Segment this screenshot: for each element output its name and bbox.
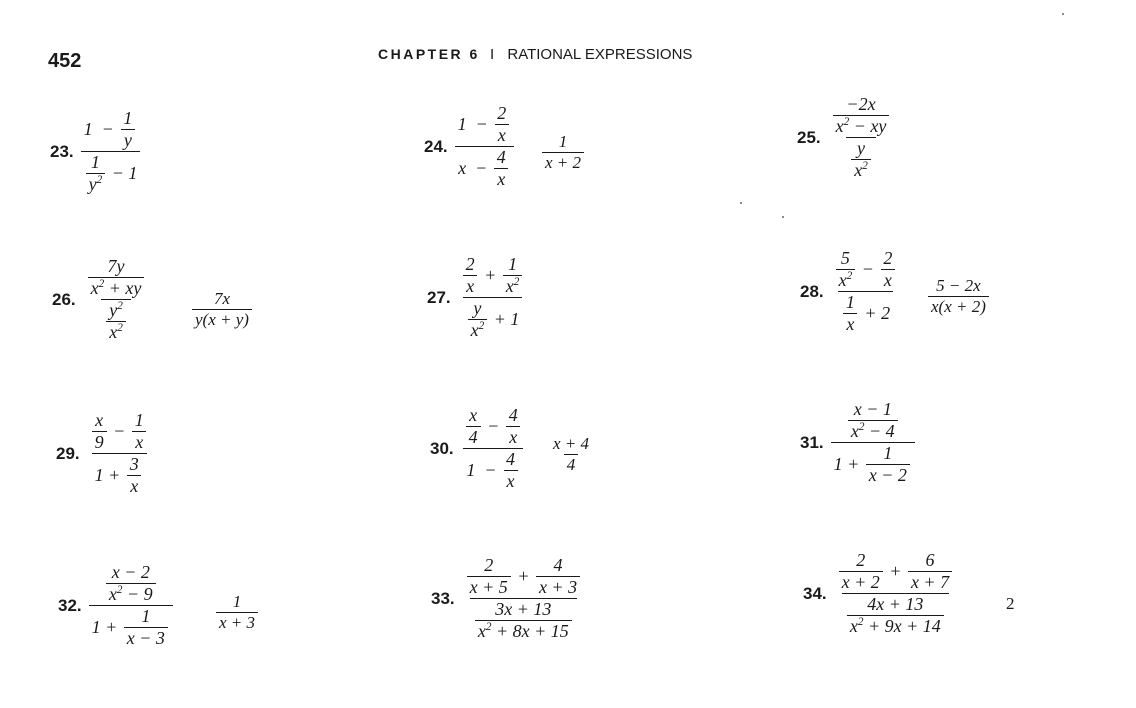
- answer-30: $\frac{x + 4}{4}$: [553, 434, 590, 474]
- complex-fraction: $\frac{x - 2}{x^2 - 9}$ 1 + $\frac{1}{x - 3}$: [89, 562, 173, 649]
- problem-24: [424, 103, 516, 190]
- problem-number: 26.: [52, 289, 76, 309]
- problem-27: [427, 254, 529, 341]
- scan-speck: [782, 216, 784, 218]
- problem-33: [431, 555, 587, 642]
- problem-number: 31.: [800, 432, 824, 452]
- scan-speck: [1062, 13, 1064, 15]
- problem-26: [52, 256, 151, 343]
- complex-fraction: $\frac{2}{x + 2}$ + $\frac{6}{x + 7}$ $\frac{4x + 13}{x^2 + 9x + 14}$: [834, 550, 957, 637]
- problem-30: [430, 405, 528, 492]
- header-separator: I: [490, 46, 495, 63]
- answer-26: $\frac{7x}{y(x + y)}$: [190, 289, 254, 330]
- problem-34: [803, 550, 959, 637]
- complex-fraction: $\frac{\frac{-2x}{x^2 - xy}}{\frac{y}{x^2}}$: [828, 94, 895, 181]
- page-number: 452: [48, 50, 82, 72]
- problem-number: 33.: [431, 588, 455, 608]
- scan-speck: [740, 202, 742, 204]
- complex-fraction: 1 − $\frac{2}{x}$ x − $\frac{4}{x}$: [455, 103, 515, 190]
- answer-34: 2: [1006, 594, 1015, 613]
- complex-fraction: $\frac{5}{x^2}$ − $\frac{2}{x}$ $\frac{1}{x}$ + 2: [831, 248, 901, 335]
- section-title: RATIONAL EXPRESSIONS: [507, 46, 693, 63]
- answer-32: $\frac{1}{x + 3}$: [214, 592, 260, 633]
- problem-25: [797, 94, 896, 181]
- problem-number: 27.: [427, 287, 451, 307]
- problem-number: 23.: [50, 141, 74, 161]
- problem-32: [58, 562, 175, 649]
- problem-29: [56, 410, 154, 497]
- running-header: [378, 46, 692, 63]
- problem-number: 25.: [797, 127, 821, 147]
- problem-23: [50, 108, 142, 195]
- problem-number: 34.: [803, 583, 827, 603]
- problem-number: 29.: [56, 443, 80, 463]
- problem-31: [800, 399, 917, 486]
- problem-number: 30.: [430, 438, 454, 458]
- answer-24: $\frac{1}{x + 2}$: [540, 132, 586, 173]
- problem-number: 24.: [424, 136, 448, 156]
- complex-fraction: 1 − $\frac{1}{y}$ $\frac{1}{y^2}$ − 1: [81, 108, 141, 195]
- problem-number: 28.: [800, 281, 824, 301]
- complex-fraction: $\frac{x}{4}$ − $\frac{4}{x}$ 1 − $\frac{4}{x}$: [461, 405, 526, 492]
- chapter-label: CHAPTER 6: [378, 46, 480, 62]
- complex-fraction: $\frac{2}{x + 5}$ + $\frac{4}{x + 3}$ $\frac{3x + 13}{x^2 + 8x + 15}$: [462, 555, 585, 642]
- problem-number: 32.: [58, 595, 82, 615]
- problem-28: [800, 248, 902, 335]
- complex-fraction: $\frac{x}{9}$ − $\frac{1}{x}$ 1 + $\frac{3}{x}$: [87, 410, 152, 497]
- complex-fraction: $\frac{2}{x}$ + $\frac{1}{x^2}$ $\frac{y}{x^2}$ + 1: [458, 254, 528, 341]
- answer-28: $\frac{5 - 2x}{x(x + 2)}$: [926, 276, 991, 317]
- complex-fraction: $\frac{x - 1}{x^2 - 4}$ 1 + $\frac{1}{x - 2}$: [831, 399, 915, 486]
- complex-fraction: $\frac{\frac{7y}{x^2 + xy}}{\frac{y^2}{x^2}}$: [83, 256, 150, 343]
